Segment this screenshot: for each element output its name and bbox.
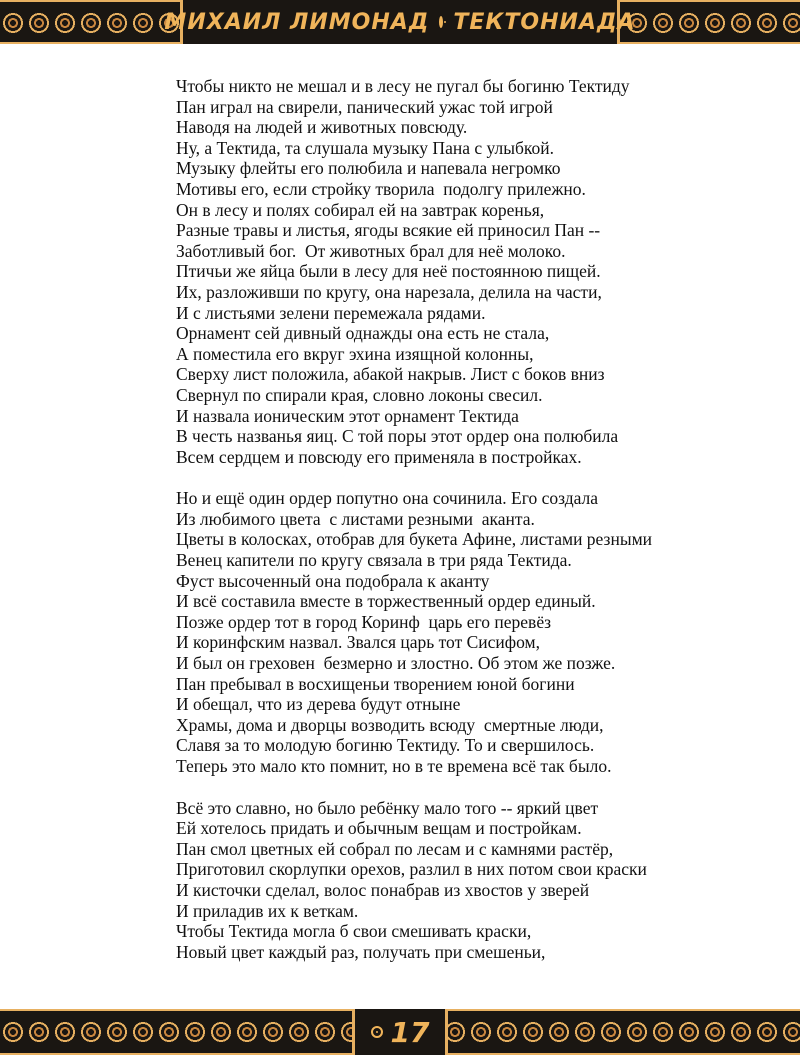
poem-line: Ну, а Тектида, та слушала музыку Пана с улыбкой. — [176, 137, 554, 158]
poem-line: А поместила его вкруг эхина изящной колонны, — [176, 343, 534, 364]
poem-line: Всё это славно, но было ребёнку мало того -- яркий цвет — [176, 797, 599, 818]
poem-line: Пан смол цветных ей собрал по лесам и с камнями растёр, — [176, 838, 614, 859]
poem-line: Заботливый бог. От животных брал для неё молоко. — [176, 240, 566, 261]
poem-line: И с листьями зелени перемежала рядами. — [176, 302, 486, 323]
poem-line: Приготовил скорлупки орехов, разлил в них потом свои краски — [176, 859, 647, 880]
poem-line: Музыку флейты его полюбила и напевала негромко — [176, 158, 561, 179]
poem-line: И приладив их к веткам. — [176, 900, 359, 921]
poem-line: В честь названья яиц. С той поры этот ордер она полюбила — [176, 426, 619, 447]
poem-line: Он в лесу и полях собирал ей на завтрак коренья, — [176, 199, 545, 220]
running-header — [164, 0, 636, 44]
poem-line: Венец капители по кругу связала в три ряда Тектида. — [176, 550, 572, 571]
poem-line: Теперь это мало кто помнит, но в те времена всё так было. — [176, 756, 612, 776]
poem-line: Орнамент сей дивный однажды она есть не стала, — [176, 323, 550, 344]
poem-line: Наводя на людей и животных повсюду. — [176, 117, 468, 138]
stanza — [176, 76, 736, 467]
poem-line: Мотивы его, если стройку творила подолгу прилежно. — [176, 178, 586, 199]
poem-line: И назвала ионическим этот орнамент Тектида — [176, 405, 519, 426]
page-number-plate — [352, 1009, 448, 1055]
poem-line: И коринфским назвал. Звался царь тот Сисифом, — [176, 632, 540, 653]
book-title: ТЕКТОНИАДА — [453, 9, 636, 35]
poem-line: И был он греховен безмерно и злостно. Об этом же позже. — [176, 653, 616, 674]
poem-line: И обещал, что из дерева будут отныне — [176, 694, 461, 715]
poem-line: Но и ещё один ордер попутно она сочинила. Его создала — [176, 488, 599, 509]
stanza — [176, 488, 736, 776]
page-number: 17 — [390, 1015, 430, 1049]
poem-line: Их, разложивши по кругу, она нарезала, делила на части, — [176, 281, 602, 302]
poem-line: И кисточки сделал, волос понабрав из хвостов у зверей — [176, 879, 590, 900]
poem-line: Позже ордер тот в город Коринф царь его перевёз — [176, 611, 552, 632]
poem-line: Свернул по спирали края, словно локоны свесил. — [176, 384, 543, 405]
poem-line: Ей хотелось придать и обычным вещам и постройкам. — [176, 818, 582, 839]
poem-line: Пан играл на свирели, панический ужас той игрой — [176, 96, 553, 117]
poem-line: Разные травы и листья, ягоды всякие ей приносил Пан -- — [176, 220, 601, 241]
poem-line: Всем сердцем и повсюду его применяла в постройках. — [176, 446, 582, 467]
poem-line: Фуст высоченный она подобрала к аканту — [176, 570, 490, 591]
poem-line: Сверху лист положила, абакой накрыв. Лист с боков вниз — [176, 364, 605, 385]
poem-line: Чтобы никто не мешал и в лесу не пугал бы богиню Тектиду — [176, 76, 630, 96]
poem-line: Птичьи же яйца были в лесу для неё постоянною пищей. — [176, 261, 601, 282]
poem-text — [176, 76, 736, 983]
stanza — [176, 798, 736, 963]
author-name: МИХАИЛ ЛИМОНАД — [164, 9, 430, 35]
poem-line: Пан пребывал в восхищеньи творением юной богини — [176, 673, 575, 694]
poem-line: Храмы, дома и дворцы возводить всюду смертные люди, — [176, 714, 604, 735]
poem-line: Чтобы Тектида могла б свои смешивать краски, — [176, 921, 532, 942]
ring-ornament-icon — [439, 16, 443, 28]
poem-line: Цветы в колосках, отобрав для букета Афине, листами резными — [176, 529, 653, 550]
poem-line: Из любимого цвета с листами резными аканта. — [176, 508, 535, 529]
poem-line: Славя за то молодую богиню Тектиду. То и свершилось. — [176, 735, 595, 756]
ring-ornament-icon — [371, 1026, 383, 1038]
poem-line: И всё составила вместе в торжественный ордер единый. — [176, 591, 596, 612]
poem-line: Новый цвет каждый раз, получать при смешеньи, — [176, 941, 546, 962]
